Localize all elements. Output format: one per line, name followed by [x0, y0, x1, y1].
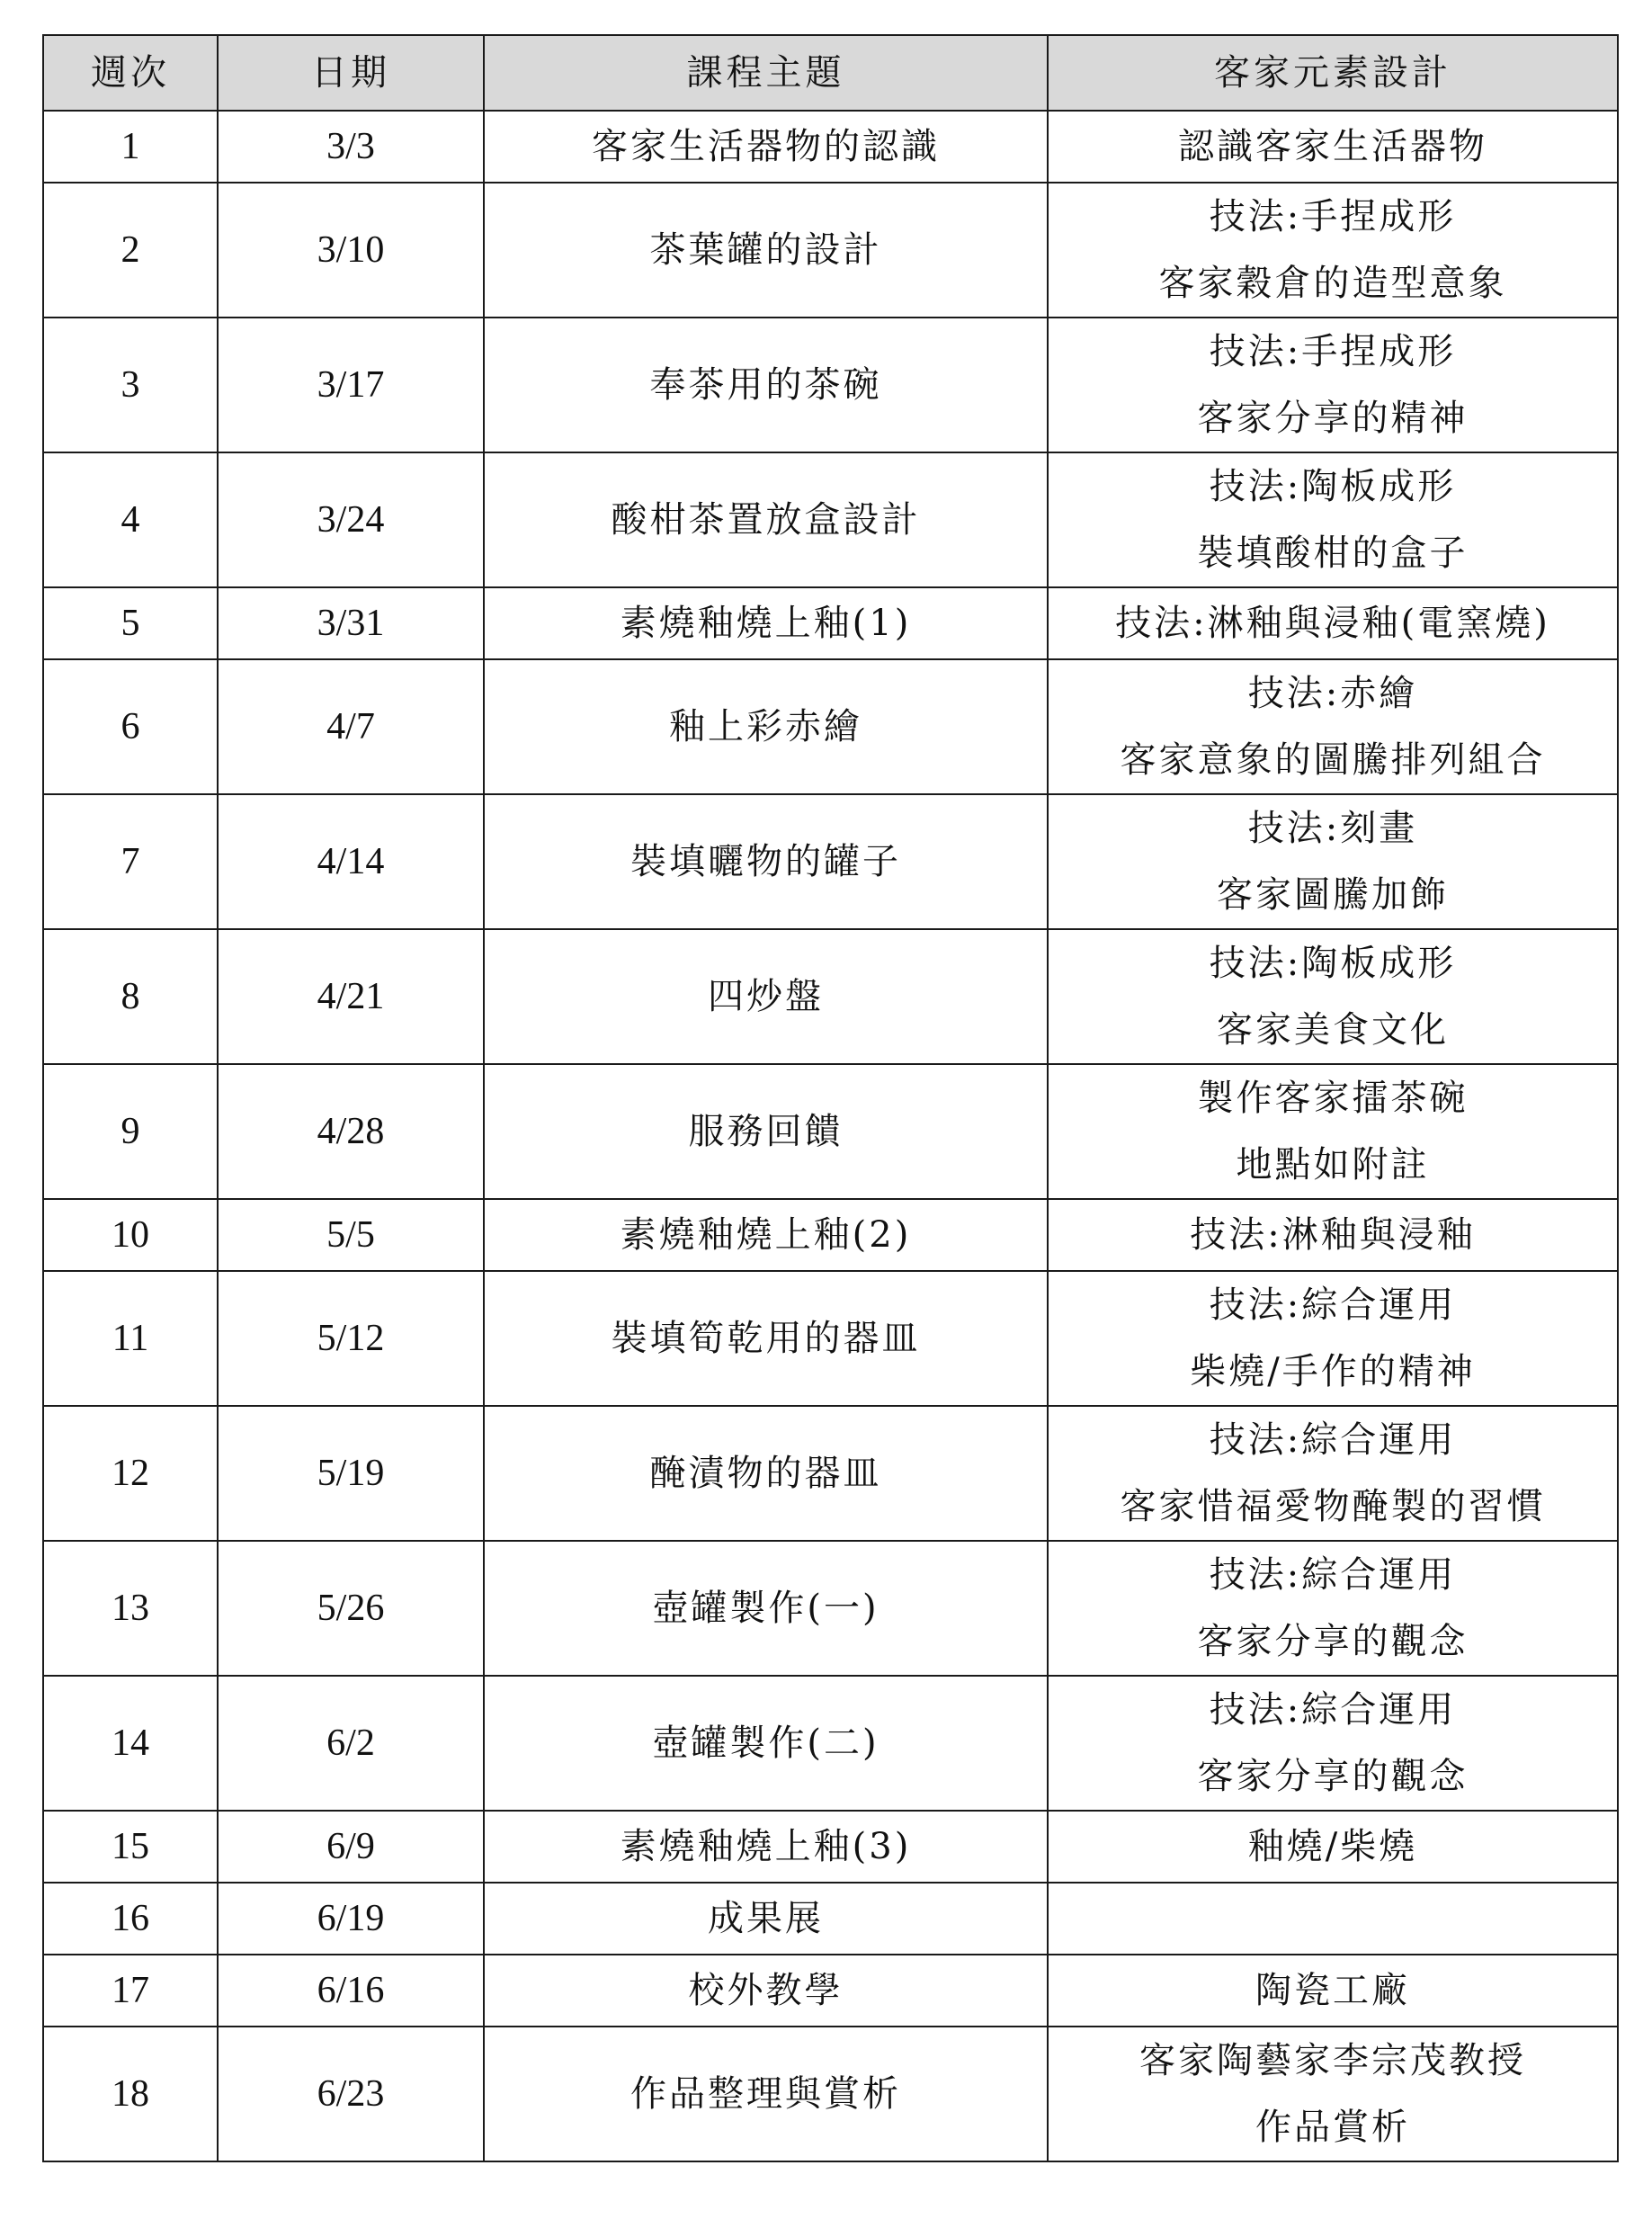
hakka-design-line: 技法:赤繪: [1247, 673, 1418, 714]
hakka-design-line: 認識客家生活器物: [1178, 126, 1487, 167]
hakka-design-line: 客家陶藝家李宗茂教授: [1139, 2040, 1526, 2081]
week-cell: 2: [43, 183, 218, 318]
table-row: [43, 929, 1618, 1064]
week-cell: 7: [43, 794, 218, 929]
date-cell: 5/26: [218, 1541, 484, 1676]
hakka-design-line: 技法:手捏成形: [1209, 331, 1457, 372]
date-cell: 5/5: [218, 1199, 484, 1271]
topic-cell: 校外教學: [484, 1955, 1048, 2027]
table-row: [43, 1199, 1618, 1271]
topic-cell: 奉茶用的茶碗: [484, 318, 1048, 452]
date-cell: 5/12: [218, 1271, 484, 1406]
hakka-design-line: 客家美食文化: [1217, 1009, 1449, 1051]
hakka-design-line: 客家意象的圖騰排列組合: [1120, 739, 1546, 781]
header-topic: 課程主題: [484, 35, 1048, 111]
topic-cell: 茶葉罐的設計: [484, 183, 1048, 318]
table-row: [43, 587, 1618, 659]
topic-cell: 裝填曬物的罐子: [484, 794, 1048, 929]
hakka-design-cell: [1048, 1883, 1618, 1955]
topic-cell: 素燒釉燒上釉(2): [484, 1199, 1048, 1271]
week-cell: 14: [43, 1676, 218, 1811]
week-cell: 9: [43, 1064, 218, 1199]
date-cell: 4/28: [218, 1064, 484, 1199]
week-cell: 1: [43, 111, 218, 183]
hakka-design-cell: [1048, 1811, 1618, 1883]
hakka-design-line: 技法:綜合運用: [1209, 1284, 1457, 1326]
header-hakka-design: 客家元素設計: [1048, 35, 1618, 111]
hakka-design-cell: [1048, 2027, 1618, 2161]
table-row: [43, 1064, 1618, 1199]
header-date: 日期: [218, 35, 484, 111]
hakka-design-line: 裝填酸柑的盒子: [1197, 532, 1469, 574]
hakka-design-line: 技法:陶板成形: [1209, 943, 1457, 984]
date-cell: 3/31: [218, 587, 484, 659]
hakka-design-cell: [1048, 1406, 1618, 1541]
topic-cell: 素燒釉燒上釉(3): [484, 1811, 1048, 1883]
date-cell: 3/17: [218, 318, 484, 452]
date-cell: 6/9: [218, 1811, 484, 1883]
hakka-design-cell: [1048, 1271, 1618, 1406]
header-week: 週次: [43, 35, 218, 111]
hakka-design-cell: [1048, 929, 1618, 1064]
table-row: [43, 1271, 1618, 1406]
topic-cell: 成果展: [484, 1883, 1048, 1955]
topic-cell: 客家生活器物的認識: [484, 111, 1048, 183]
date-cell: 5/19: [218, 1406, 484, 1541]
hakka-design-line: 作品賞析: [1255, 2107, 1410, 2148]
hakka-design-cell: [1048, 318, 1618, 452]
date-cell: 4/21: [218, 929, 484, 1064]
hakka-design-line: 技法:綜合運用: [1209, 1554, 1457, 1596]
hakka-design-line: 客家惜福愛物醃製的習慣: [1120, 1486, 1546, 1527]
date-cell: 4/7: [218, 659, 484, 794]
hakka-design-line: 客家圖騰加飾: [1217, 874, 1449, 916]
hakka-design-line: 柴燒/手作的精神: [1190, 1351, 1476, 1392]
table-row: [43, 794, 1618, 929]
week-cell: 18: [43, 2027, 218, 2161]
hakka-design-cell: [1048, 1541, 1618, 1676]
topic-cell: 酸柑茶置放盒設計: [484, 452, 1048, 587]
topic-cell: 素燒釉燒上釉(1): [484, 587, 1048, 659]
table-row: [43, 452, 1618, 587]
week-cell: 17: [43, 1955, 218, 2027]
header-row: [43, 35, 1618, 111]
date-cell: 6/19: [218, 1883, 484, 1955]
topic-cell: 醃漬物的器皿: [484, 1406, 1048, 1541]
week-cell: 11: [43, 1271, 218, 1406]
hakka-design-line: 製作客家擂茶碗: [1197, 1078, 1469, 1119]
hakka-design-line: 技法:手捏成形: [1209, 196, 1457, 237]
hakka-design-cell: [1048, 1955, 1618, 2027]
table-row: [43, 659, 1618, 794]
hakka-design-cell: [1048, 1676, 1618, 1811]
week-cell: 12: [43, 1406, 218, 1541]
week-cell: 3: [43, 318, 218, 452]
table-row: [43, 1406, 1618, 1541]
week-cell: 13: [43, 1541, 218, 1676]
hakka-design-line: 技法:刻畫: [1247, 808, 1418, 849]
table-row: [43, 111, 1618, 183]
hakka-design-cell: [1048, 452, 1618, 587]
topic-cell: 服務回饋: [484, 1064, 1048, 1199]
hakka-design-line: 客家穀倉的造型意象: [1158, 263, 1507, 304]
topic-cell: 作品整理與賞析: [484, 2027, 1048, 2161]
topic-cell: 釉上彩赤繪: [484, 659, 1048, 794]
week-cell: 16: [43, 1883, 218, 1955]
hakka-design-line: 技法:綜合運用: [1209, 1419, 1457, 1461]
week-cell: 6: [43, 659, 218, 794]
week-cell: 4: [43, 452, 218, 587]
hakka-design-cell: [1048, 794, 1618, 929]
table-row: [43, 1811, 1618, 1883]
week-cell: 15: [43, 1811, 218, 1883]
hakka-design-cell: [1048, 1199, 1618, 1271]
hakka-design-line: 釉燒/柴燒: [1247, 1826, 1418, 1867]
topic-cell: 裝填筍乾用的器皿: [484, 1271, 1048, 1406]
date-cell: 4/14: [218, 794, 484, 929]
date-cell: 3/10: [218, 183, 484, 318]
date-cell: 6/2: [218, 1676, 484, 1811]
topic-cell: 壺罐製作(二): [484, 1676, 1048, 1811]
hakka-design-line: 技法:淋釉與浸釉: [1190, 1214, 1476, 1256]
hakka-design-line: 客家分享的觀念: [1197, 1621, 1469, 1662]
table-row: [43, 183, 1618, 318]
date-cell: 6/16: [218, 1955, 484, 2027]
date-cell: 6/23: [218, 2027, 484, 2161]
hakka-design-cell: [1048, 587, 1618, 659]
hakka-design-line: 技法:陶板成形: [1209, 466, 1457, 507]
hakka-design-line: 技法:淋釉與浸釉(電窯燒): [1115, 603, 1550, 644]
table-row: [43, 318, 1618, 452]
course-schedule: [42, 34, 1617, 2162]
hakka-design-cell: [1048, 659, 1618, 794]
table-row: [43, 1883, 1618, 1955]
week-cell: 10: [43, 1199, 218, 1271]
hakka-design-line: 客家分享的精神: [1197, 398, 1469, 439]
hakka-design-line: 地點如附註: [1236, 1144, 1430, 1186]
topic-cell: 四炒盤: [484, 929, 1048, 1064]
hakka-design-line: 陶瓷工廠: [1255, 1970, 1410, 2011]
hakka-design-line: 客家分享的觀念: [1197, 1756, 1469, 1797]
hakka-design-line: 技法:綜合運用: [1209, 1689, 1457, 1731]
topic-cell: 壺罐製作(一): [484, 1541, 1048, 1676]
hakka-design-cell: [1048, 111, 1618, 183]
hakka-design-cell: [1048, 1064, 1618, 1199]
week-cell: 8: [43, 929, 218, 1064]
hakka-design-cell: [1048, 183, 1618, 318]
table-row: [43, 1541, 1618, 1676]
table-body: [43, 111, 1618, 2161]
table-row: [43, 2027, 1618, 2161]
week-cell: 5: [43, 587, 218, 659]
table-row: [43, 1955, 1618, 2027]
date-cell: 3/24: [218, 452, 484, 587]
table-row: [43, 1676, 1618, 1811]
date-cell: 3/3: [218, 111, 484, 183]
course-table: [42, 34, 1619, 2162]
